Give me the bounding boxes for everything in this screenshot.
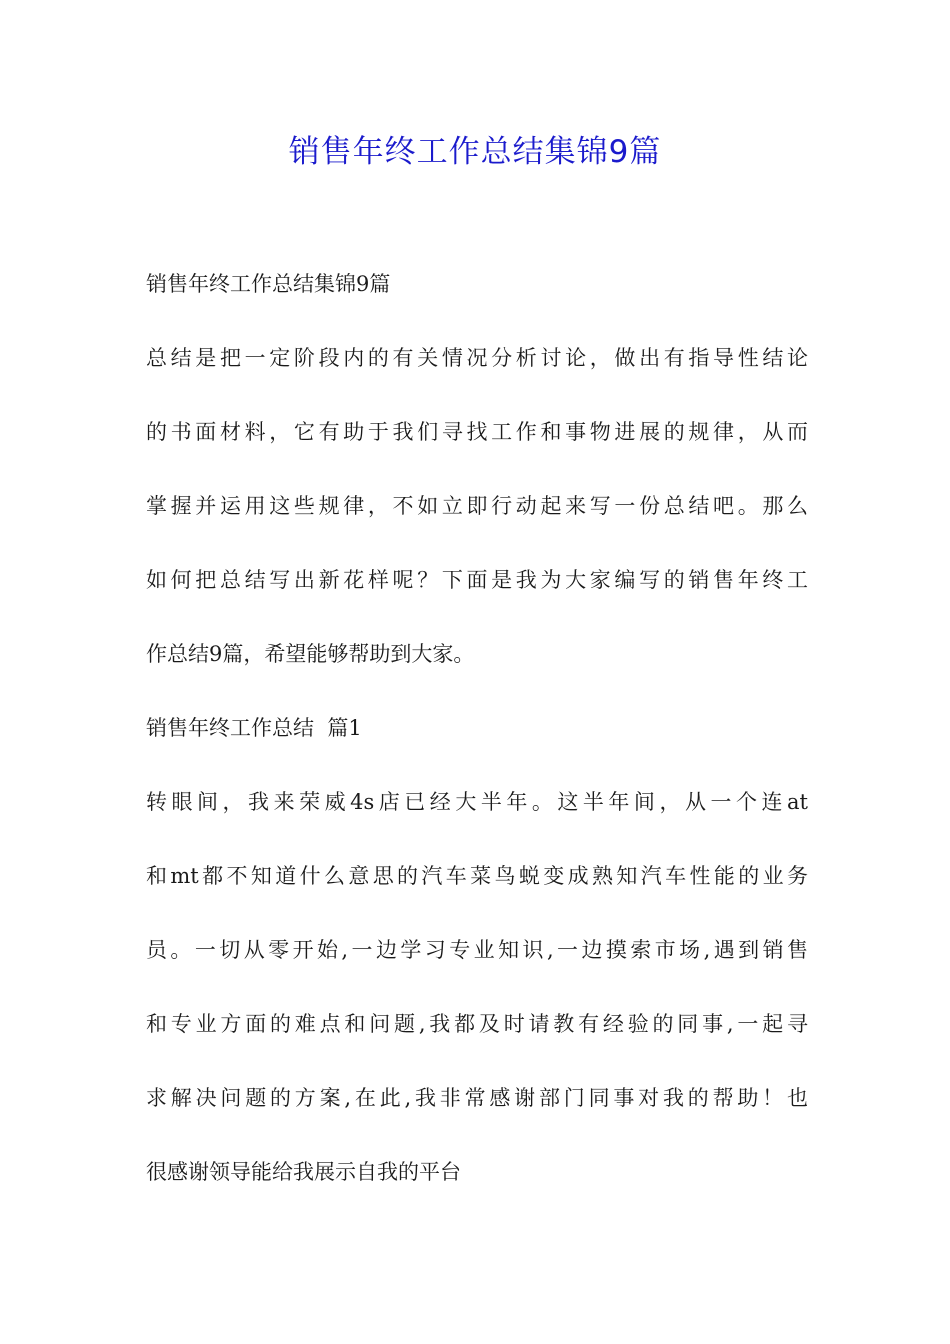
paragraph-line: 掌握并运用这些规律，不如立即行动起来写一份总结吧。那么 [146,494,808,518]
paragraph-line: 员。一切从零开始,一边学习专业知识,一边摸索市场,遇到销售 [146,938,808,962]
paragraph-line: 的书面材料，它有助于我们寻找工作和事物进展的规律，从而 [146,420,808,444]
paragraph-line: 很感谢领导能给我展示自我的平台 [146,1160,461,1184]
document-body [146,262,808,1224]
paragraph-line: 如何把总结写出新花样呢？下面是我为大家编写的销售年终工 [146,568,808,592]
paragraph-line: 总结是把一定阶段内的有关情况分析讨论，做出有指导性结论 [146,346,808,370]
paragraph-line: 求解决问题的方案,在此,我非常感谢部门同事对我的帮助！也 [146,1086,808,1110]
paragraph-line: 和专业方面的难点和问题,我都及时请教有经验的同事,一起寻 [146,1012,808,1036]
subtitle-line: 销售年终工作总结集锦9篇 [146,272,391,296]
paragraph-line: 和mt都不知道什么意思的汽车菜鸟蜕变成熟知汽车性能的业务 [146,864,808,888]
paragraph-line: 作总结9篇，希望能够帮助到大家。 [146,642,475,666]
paragraph-line: 转眼间，我来荣威4s店已经大半年。这半年间，从一个连at [146,790,808,814]
section-heading: 销售年终工作总结 篇1 [146,716,362,740]
page-title: 销售年终工作总结集锦9篇 [288,134,662,170]
